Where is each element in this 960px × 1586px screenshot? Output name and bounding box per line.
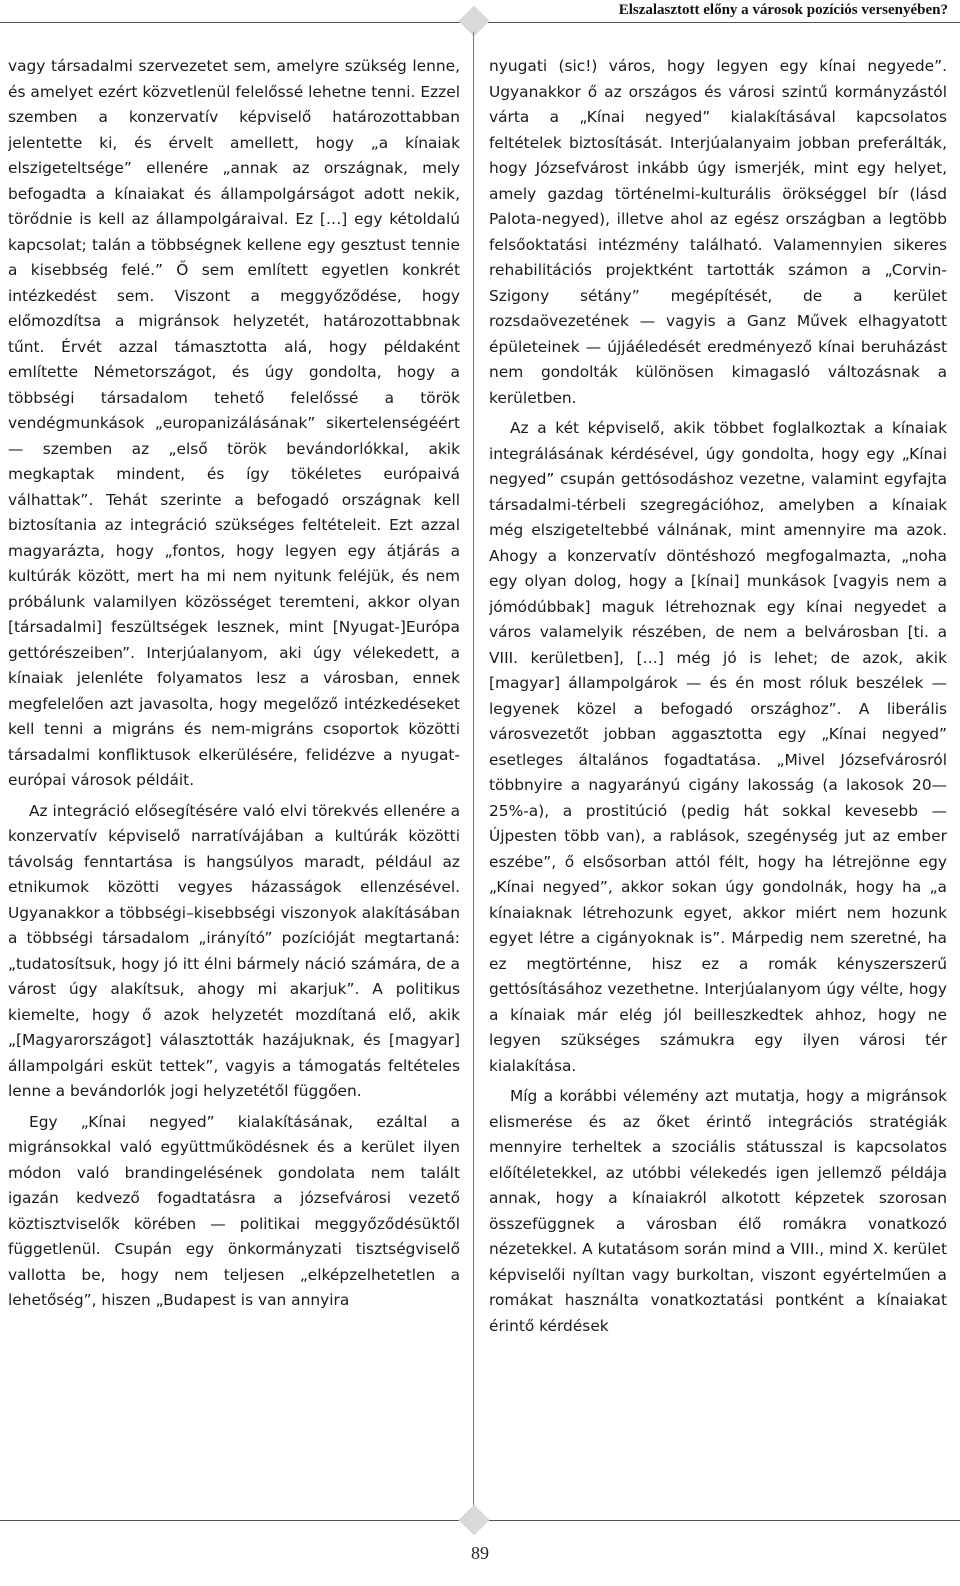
page-number: 89 [471, 1543, 489, 1563]
column-divider [473, 32, 475, 1512]
running-header [0, 0, 960, 36]
paragraph: Míg a korábbi vélemény azt mutatja, hogy a migránsok elismerése és az őket érintő integrációs stratégiák mennyire terheltek a szociális státusszal is kapcsolatos előítéletekkel, az utóbbi vélekedés igen jellemző példája annak, hogy a kínaiakról alkotott képzetek szorosan összefüggnek a városban élő romákra vonatkozó nézetekkel. A kutatásom során mind a VIII., mind X. kerület képviselői nyíltan vagy burkoltan, viszont egyértelműen a romákat használta vonatkoztatási pontként a kínaiakat érintő kérdések [489, 1087, 947, 1335]
paragraph: Az a két képviselő, akik többet foglalkoztak a kínaiak integrálásának kérdésével, úgy gondolta, hogy egy „Kínai negyed” csupán gettósodáshoz vezetne, valamint egyfajta társadalmi-térbeli szegregációhoz, amelyben a kínaiak még elszigeteltebbé válnának, mint amennyire ma azok. Ahogy a konzervatív döntéshozó megfogalmazta, „noha egy olyan dolog, hogy a [kínai] munkások [vagyis nem a jómódúbbak] maguk létrehoznak egy kínai negyedet a város valamelyik részében, de nem a belvárosban [ti. a VIII. kerületben], […] még jó is lehet; de azok, akik [magyar] állampolgárok — és én most róluk beszélek — legyenek közel a befogadó országhoz”. A liberális városvezetőt jobban aggasztotta egy „Kínai negyed” esetleges általános fogadtatása. „Mivel Józsefvárosról többnyire a nagyarányú cigány lakosság (a lakosok 20—25%-a), a prostitúció (pedig hát sokkal kevesebb — Újpesten több van), a rablások, szegénység jut az ember eszébe”, ő elsősorban attól félt, hogy ha létrejönne egy „Kínai negyed”, akkor sokan úgy gondolnák, hogy ha „a kínaiaknak létrehozunk egyet, akkor miért nem hozunk egyet létre a cigányoknak is”. Márpedig nem szeretné, ha ez megtörténne, hisz ez a romák kényszerszerű gettósításához vezethetne. Interjúalanyom úgy vélte, hogy a kínaiak már elég jól beilleszkedtek ahhoz, hogy ne legyen szükséges számukra egy ilyen városi tér kialakítása. [489, 419, 947, 1075]
footer-diamond-ornament [458, 1504, 489, 1535]
right-column [489, 54, 947, 1510]
paragraph: Az integráció elősegítésére való elvi törekvés ellenére a konzervatív képviselő narratívájában a kultúrák közötti távolság fenntartása is hangsúlyos maradt, például az etnikumok közötti vegyes házasságok ellenzésével. Ugyanakkor a többségi–kisebbségi viszonyok alakításában a többségi társadalom „irányító” pozícióját megtartaná: „tudatosítsuk, hogy jó itt élni bármely náció számára, de a várost úgy alakítsuk, ahogy mi akarjuk”. A politikus kiemelte, hogy ő azok helyzetét mozdítaná elő, akik „[Magyarországot] választották hazájuknak, és [magyar] állampolgári esküt tettek”, vagyis a támogatás feltételes lenne a bevándorlók jogi helyzetétől függően. [8, 801, 460, 1100]
paragraph: Egy „Kínai negyed” kialakításának, ezáltal a migránsokkal való együttműködésnek és a kerület ilyen módon való brandingelésének gondolata nem talált igazán kedvező fogadtatásra a józsefvárosi vezető köztisztviselők körében — politikai meggyőződésüktől függetlenül. Csupán egy önkormányzati tisztségviselő vallotta be, hogy nem teljesen „elképzelhetetlen a lehetőség”, hiszen „Budapest is van annyira [8, 1112, 460, 1309]
paragraph: nyugati (sic!) város, hogy legyen egy kínai negyede”. Ugyanakkor ő az országos és városi szintű kormányzástól várta a „Kínai negyed” kialakításával kapcsolatos feltételek biztosítását. Interjúalanyaim jobban preferálták, hogy Józsefvárost inkább úgy ismerjék, mint egy helyet, amely gazdag történelmi-kulturális örökséggel bír (lásd Palota-negyed), illetve ahol az egész országban a legtöbb felsőoktatási intézmény található. Valamennyien sikeres rehabilitációs projektként tartották számon a „Corvin-Szigony sétány” megépítését, de a kerület rozsdaövezetének — vagyis a Ganz Művek elhagyatott épületeinek — újjáéledését eredményező kínai beruházást nem gondolták különösen kimagasló változásnak a kerületben. [489, 57, 947, 407]
left-column [8, 54, 460, 1510]
paragraph: vagy társadalmi szervezetet sem, amelyre szükség lenne, és amelyet ezért közvetlenül felelőssé lehetne tenni. Ezzel szemben a konzervatív képviselő határozottabban jelentette ki, és érvelt amellett, hogy „a kínaiak elszigeteltsége” ellenére „annak az országnak, mely befogadta a kínaiakat és állampolgárságot adott nekik, törődnie is kell az állampolgáraival. Ez […] egy kétoldalú kapcsolat; talán a többségnek kellene egy gesztust tennie a kisebbség felé.” Ő sem említett egyetlen konkrét intézkedést sem. Viszont a meggyőződése, hogy előmozdítsa a migránsok helyzetét, határozottabbnak tűnt. Érvét azzal támasztotta alá, hogy példaként említette Németországot, és úgy gondolta, hogy a többségi társadalom tehető felelőssé a török vendégmunkások „europanizálásának” sikertelenségéért — szemben az „első török bevándorlókkal, akik megkaptak mindent, és így tökéletes európaivá válhattak”. Tehát szerinte a befogadó országnak kell biztosítania az integráció szükséges feltételeit. Ezt azzal magyarázta, hogy „fontos, hogy legyen egy átjárás a kultúrák között, mert ha mi nem nyitunk feléjük, és nem próbálunk valamilyen közösséget teremteni, akkor olyan [társadalmi] feszültségek lesznek, mint [Nyugat-]Európa gettórészeiben”. Interjúalanyom, aki úgy vélekedett, a kínaiak jelenléte folyamatos lesz a városban, ennek megfelelően azt javasolta, hogy megelőző intézkedéseket kell tenni a migráns és nem-migráns csoportok közötti társadalmi konfliktusok elkerülésére, felidézve a nyugat-európai városok példáit. [8, 57, 460, 789]
running-title: Elszalasztott előny a városok pozíciós versenyében? [611, 2, 948, 19]
